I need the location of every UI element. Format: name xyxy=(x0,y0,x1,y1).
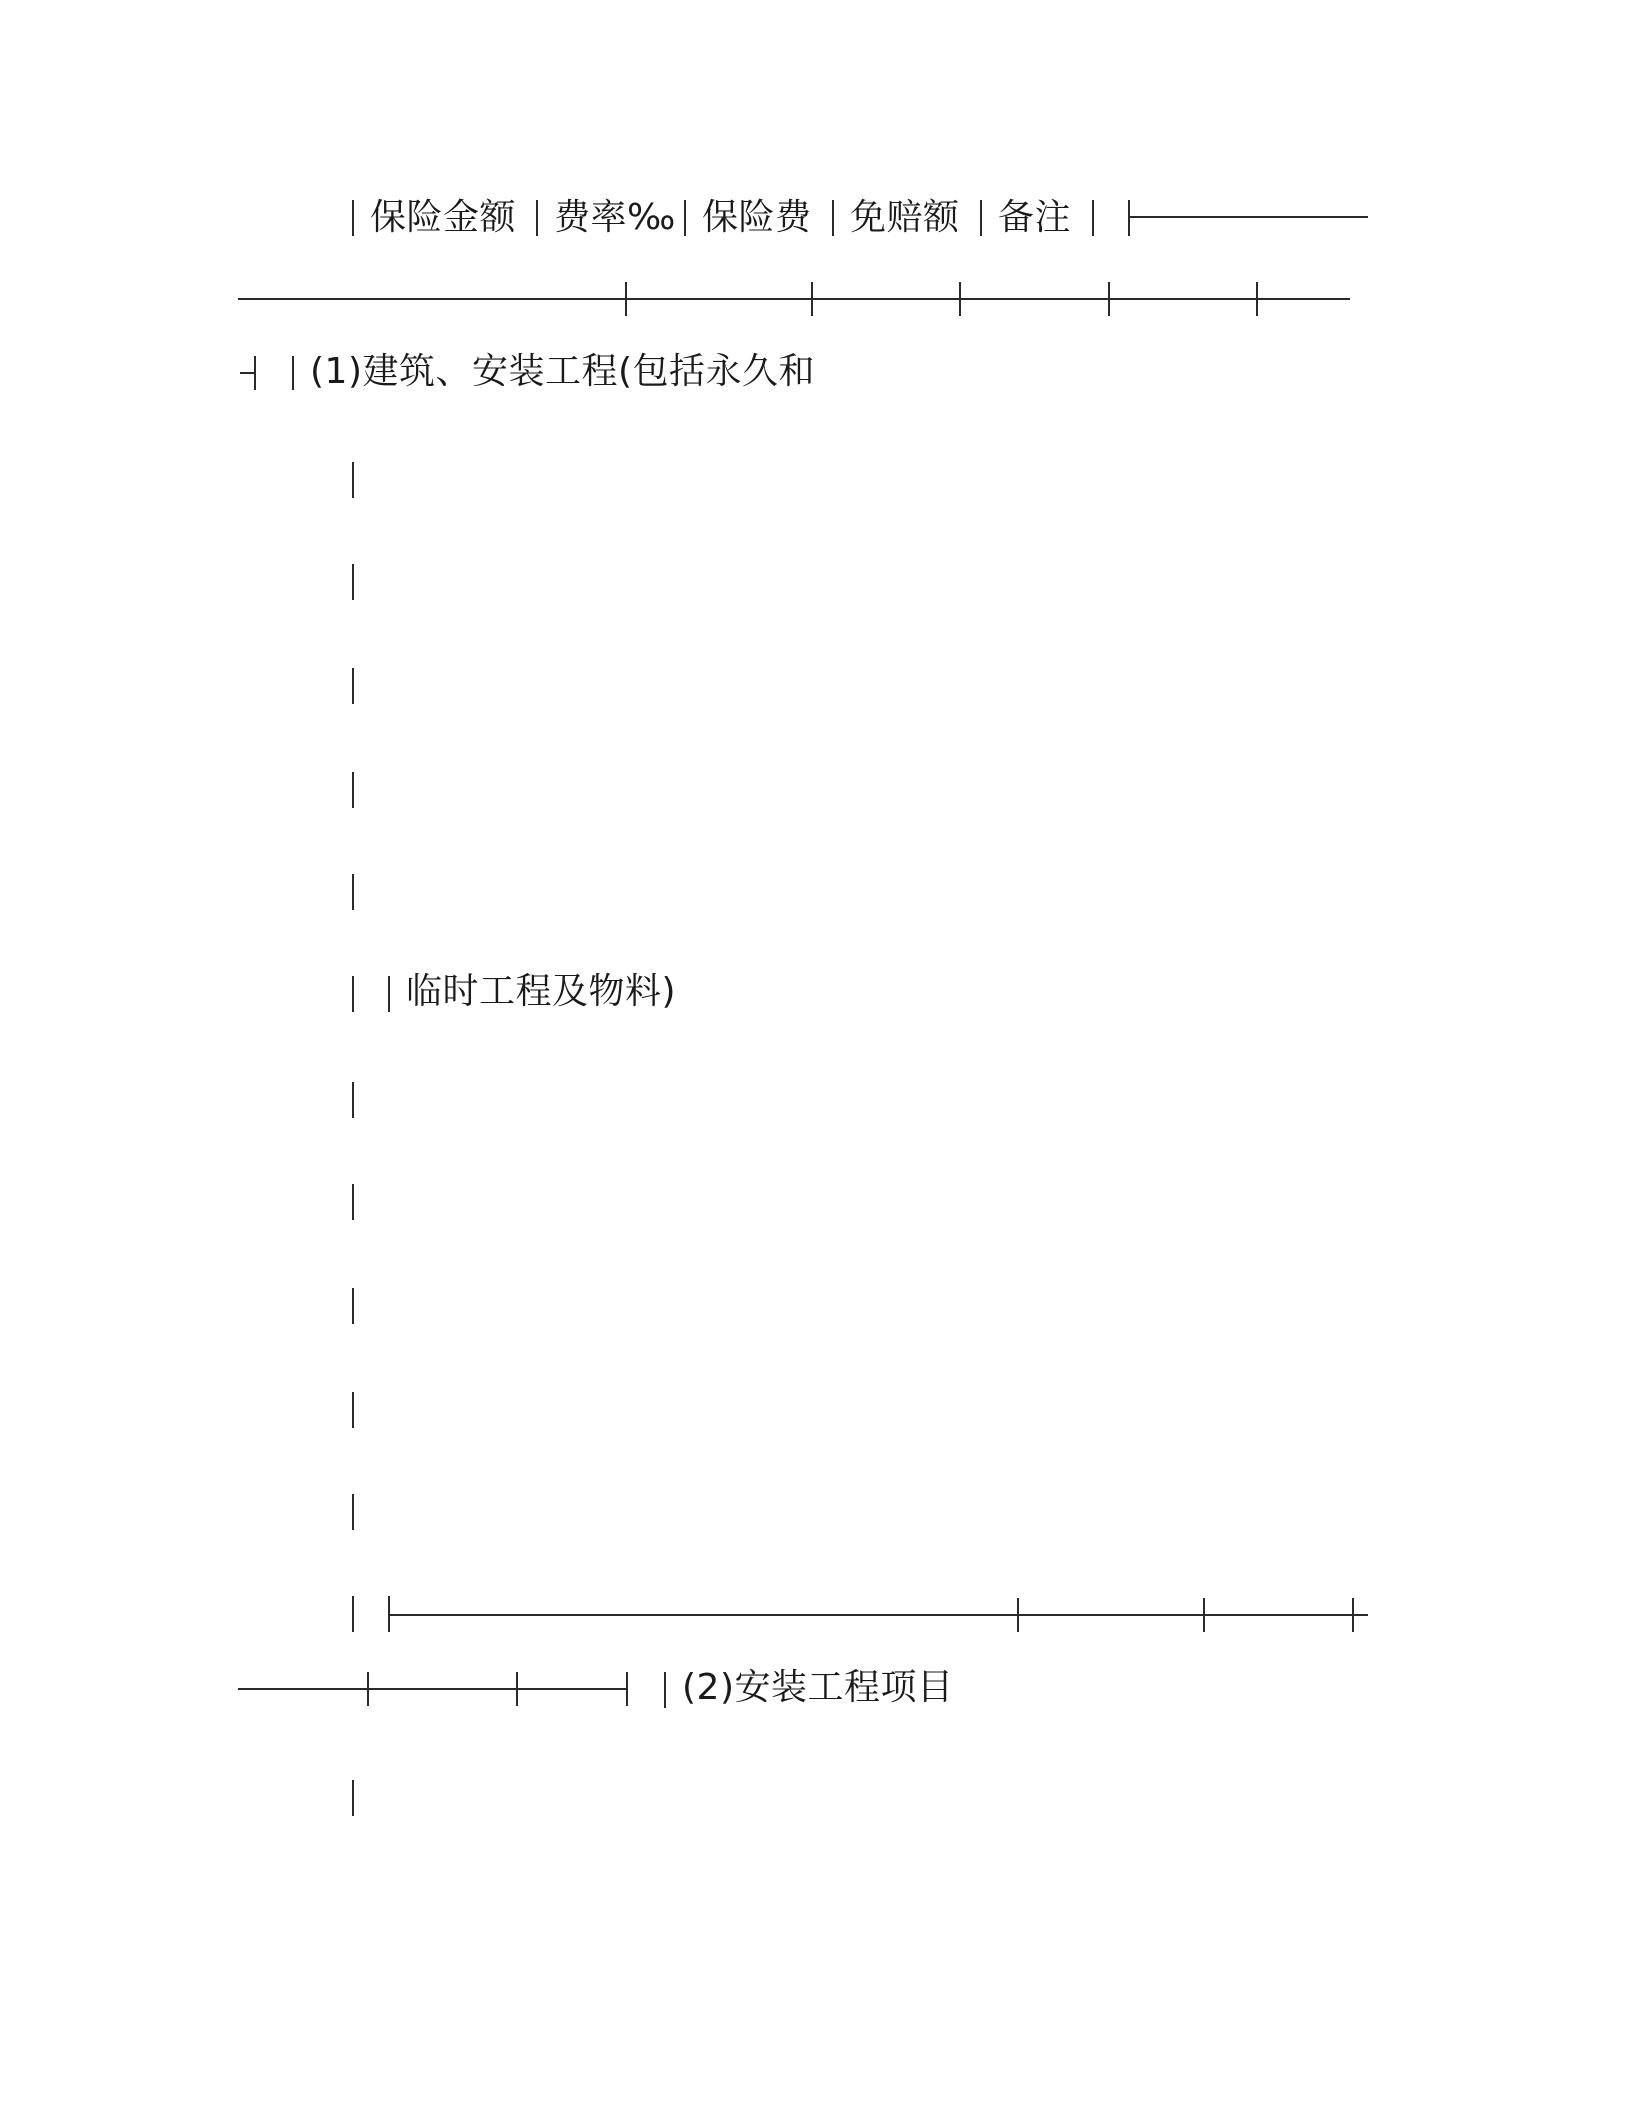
item-2-label: (2)安装工程项目 xyxy=(682,1667,954,1708)
column-separator xyxy=(684,200,686,236)
table-left-border xyxy=(352,976,354,1012)
item-1-label: (1)建筑、安装工程(包括永久和 xyxy=(310,351,816,392)
table-left-border xyxy=(352,1082,354,1118)
table-left-border xyxy=(352,564,354,600)
column-separator xyxy=(980,200,982,236)
column-separator xyxy=(292,356,294,390)
table-left-border xyxy=(352,668,354,704)
table-row-divider xyxy=(238,298,1350,300)
column-separator xyxy=(388,976,390,1012)
table-left-border xyxy=(352,1780,354,1816)
table-junction-tick xyxy=(626,1672,628,1706)
column-separator xyxy=(832,200,834,236)
column-separator xyxy=(1092,200,1094,236)
item-1-label-continued: 临时工程及物料) xyxy=(406,971,677,1012)
table-junction-tick xyxy=(1017,1598,1019,1632)
header-deductible: 免赔额 xyxy=(850,197,960,238)
table-junction-tick xyxy=(1256,282,1258,316)
table-border-corner xyxy=(254,356,256,390)
table-left-border xyxy=(352,1288,354,1324)
table-junction-tick xyxy=(1108,282,1110,316)
header-premium: 保险费 xyxy=(702,197,812,238)
table-left-border xyxy=(352,1392,354,1428)
table-row-divider xyxy=(238,1688,626,1690)
column-separator xyxy=(536,200,538,236)
table-left-border xyxy=(352,1184,354,1220)
table-left-border xyxy=(352,874,354,910)
header-rate: 费率‰ xyxy=(554,197,676,238)
table-junction-tick xyxy=(811,282,813,316)
table-junction-tick xyxy=(367,1672,369,1706)
table-left-border xyxy=(352,1596,354,1632)
table-row-divider xyxy=(388,1614,1368,1616)
table-junction-tick xyxy=(959,282,961,316)
table-border-corner xyxy=(1128,200,1130,236)
column-separator xyxy=(352,200,354,236)
table-border-corner xyxy=(240,372,254,374)
table-junction-tick xyxy=(1203,1598,1205,1632)
table-junction-tick xyxy=(1352,1598,1354,1632)
table-left-border xyxy=(352,1494,354,1530)
table-border-line xyxy=(1128,216,1368,218)
column-separator xyxy=(664,1672,666,1708)
header-remarks: 备注 xyxy=(998,197,1072,238)
header-sum-insured: 保险金额 xyxy=(370,197,517,238)
table-junction-tick xyxy=(625,282,627,316)
table-left-border xyxy=(352,462,354,498)
table-left-border xyxy=(352,772,354,808)
table-junction-tick xyxy=(516,1672,518,1706)
